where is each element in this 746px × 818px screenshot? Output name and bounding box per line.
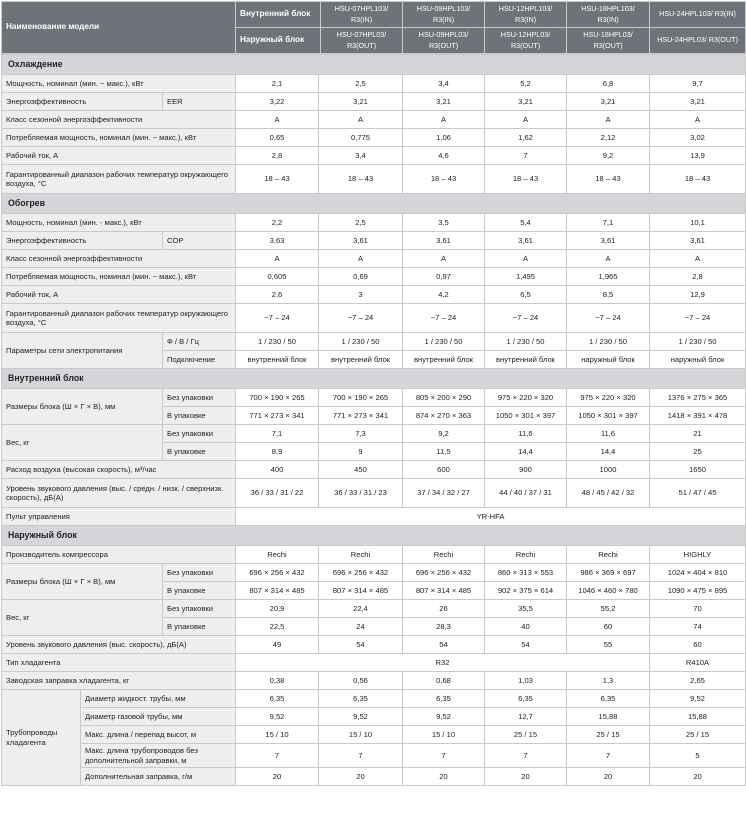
value-cell: 25 / 15 — [485, 726, 567, 744]
value-cell: A — [403, 250, 485, 268]
value-cell: 1 / 230 / 50 — [567, 333, 650, 351]
value-cell: 6,35 — [319, 690, 403, 708]
value-cell: 1 / 230 / 50 — [485, 333, 567, 351]
row-label: Энергоэффективность — [2, 232, 163, 250]
section-header-row — [2, 55, 746, 75]
indoor-model: HSU-09HPL103/ R3(IN) — [403, 2, 485, 28]
value-cell: 860 × 313 × 553 — [485, 564, 567, 582]
value-cell: 0,56 — [319, 672, 403, 690]
row-label: Вес, кг — [2, 425, 163, 461]
value-cell: 450 — [319, 461, 403, 479]
spec-row — [2, 75, 746, 93]
section-title: Обогрев — [2, 194, 746, 214]
value-cell: 1000 — [567, 461, 650, 479]
section-header-row — [2, 194, 746, 214]
spec-row — [2, 111, 746, 129]
value-cell: 1024 × 404 × 810 — [650, 564, 746, 582]
row-sublabel: В упаковке — [163, 582, 236, 600]
row-label: Параметры сети электропитания — [2, 333, 163, 369]
value-cell: 44 / 40 / 37 / 31 — [485, 479, 567, 508]
spec-row — [2, 93, 746, 111]
value-cell: 1,03 — [485, 672, 567, 690]
value-cell: A — [567, 111, 650, 129]
value-cell: 11,6 — [485, 425, 567, 443]
row-sublabel: В упаковке — [163, 407, 236, 425]
outdoor-model: HSU-09HPL03/ R3(OUT) — [403, 28, 485, 54]
outdoor-unit-label: Наружный блок — [236, 28, 321, 54]
spec-row — [2, 479, 746, 508]
value-cell: 28,3 — [403, 618, 485, 636]
value-cell: 2,65 — [650, 672, 746, 690]
value-cell: 1376 × 275 × 365 — [650, 389, 746, 407]
row-sublabel: Диаметр газовой трубы, мм — [81, 708, 236, 726]
outdoor-model: HSU-24HPL03/ R3(OUT) — [650, 28, 746, 54]
spec-row — [2, 461, 746, 479]
value-cell: 696 × 256 × 432 — [403, 564, 485, 582]
value-cell: 13,9 — [650, 147, 746, 165]
row-label: Рабочий ток, А — [2, 147, 236, 165]
value-cell: A — [236, 250, 319, 268]
row-label: Трубопроводы хладагента — [2, 690, 81, 786]
row-label: Рабочий ток, А — [2, 286, 236, 304]
row-sublabel: В упаковке — [163, 618, 236, 636]
value-cell: A — [650, 111, 746, 129]
value-cell: 0,68 — [403, 672, 485, 690]
value-cell: 55,2 — [567, 600, 650, 618]
spec-row — [2, 165, 746, 194]
value-cell: 700 × 190 × 265 — [236, 389, 319, 407]
value-cell: 3,22 — [236, 93, 319, 111]
header-row-indoor — [2, 2, 746, 28]
spec-row — [2, 564, 746, 582]
value-cell: A — [485, 111, 567, 129]
value-cell: 9,52 — [403, 708, 485, 726]
value-cell: 3,61 — [319, 232, 403, 250]
value-cell: 900 — [485, 461, 567, 479]
value-cell: 3,61 — [650, 232, 746, 250]
spec-row — [2, 672, 746, 690]
row-label: Пульт управления — [2, 508, 236, 526]
spec-row — [2, 304, 746, 333]
section-header-row — [2, 526, 746, 546]
value-cell: 25 / 15 — [650, 726, 746, 744]
value-cell: 22,5 — [236, 618, 319, 636]
value-cell: 700 × 190 × 265 — [319, 389, 403, 407]
value-cell: 807 × 314 × 485 — [319, 582, 403, 600]
value-cell: −7 – 24 — [236, 304, 319, 333]
row-label: Уровень звукового давления (выс. / средн. / низк. / сверхнизк. скорость), дБ(А) — [2, 479, 236, 508]
value-cell: 400 — [236, 461, 319, 479]
indoor-model: HSU-07HPL103/ R3(IN) — [321, 2, 403, 28]
value-cell: 25 / 15 — [567, 726, 650, 744]
value-cell: R32 — [236, 654, 650, 672]
value-cell: 15 / 10 — [236, 726, 319, 744]
value-cell: 18 – 43 — [403, 165, 485, 194]
row-label: Класс сезонной энергоэффективности — [2, 250, 236, 268]
spec-row — [2, 232, 746, 250]
value-cell: 807 × 314 × 485 — [403, 582, 485, 600]
row-sublabel: Диаметр жидкост. трубы, мм — [81, 690, 236, 708]
value-cell: 1050 × 301 × 397 — [567, 407, 650, 425]
section-title: Внутренний блок — [2, 369, 746, 389]
value-cell: 2,12 — [567, 129, 650, 147]
spec-row — [2, 147, 746, 165]
value-cell: 696 × 256 × 432 — [236, 564, 319, 582]
value-cell: −7 – 24 — [650, 304, 746, 333]
value-cell: 9,2 — [403, 425, 485, 443]
value-cell: R410A — [650, 654, 746, 672]
value-cell: −7 – 24 — [403, 304, 485, 333]
value-cell: 60 — [567, 618, 650, 636]
value-cell: 3,4 — [403, 75, 485, 93]
value-cell: 54 — [485, 636, 567, 654]
value-cell: 20 — [403, 768, 485, 786]
value-cell: 1 / 230 / 50 — [650, 333, 746, 351]
value-cell: 3,02 — [650, 129, 746, 147]
spec-row — [2, 768, 746, 786]
indoor-model: HSU-18HPL103/ R3(IN) — [567, 2, 650, 28]
value-cell: 1,06 — [403, 129, 485, 147]
value-cell: Rechi — [236, 546, 319, 564]
row-label: Класс сезонной энергоэффективности — [2, 111, 236, 129]
value-cell: 60 — [650, 636, 746, 654]
value-cell: 5,4 — [485, 214, 567, 232]
value-cell: 7 — [485, 744, 567, 768]
row-sublabel: Без упаковки — [163, 564, 236, 582]
value-cell: внутренний блок — [319, 351, 403, 369]
value-cell: Rechi — [403, 546, 485, 564]
value-cell: 36 / 33 / 31 / 22 — [236, 479, 319, 508]
indoor-model: HSU-12HPL103/ R3(IN) — [485, 2, 567, 28]
row-label: Потребляемая мощность, номинал (мин. ~ макс.), кВт — [2, 129, 236, 147]
value-cell: 3,61 — [485, 232, 567, 250]
value-cell: 6,8 — [567, 75, 650, 93]
row-sublabel: Без упаковки — [163, 600, 236, 618]
row-label: Размеры блока (Ш × Г × В), мм — [2, 564, 163, 600]
value-cell: 3,61 — [403, 232, 485, 250]
value-cell: 0,38 — [236, 672, 319, 690]
row-label: Производитель компрессора — [2, 546, 236, 564]
row-label: Заводская заправка хладагента, кг — [2, 672, 236, 690]
value-cell: 902 × 375 × 614 — [485, 582, 567, 600]
row-label: Расход воздуха (высокая скорость), м³/час — [2, 461, 236, 479]
value-cell: 3,21 — [403, 93, 485, 111]
value-cell: 3,63 — [236, 232, 319, 250]
row-label: Мощность, номинал (мин. - макс.), кВт — [2, 214, 236, 232]
value-cell: 2,8 — [236, 147, 319, 165]
value-cell: 600 — [403, 461, 485, 479]
value-cell: 696 × 256 × 432 — [319, 564, 403, 582]
value-cell: 35,5 — [485, 600, 567, 618]
spec-row — [2, 654, 746, 672]
value-cell: 15 / 10 — [319, 726, 403, 744]
value-cell: −7 – 24 — [485, 304, 567, 333]
outdoor-model: HSU-12HPL03/ R3(OUT) — [485, 28, 567, 54]
value-cell: 54 — [403, 636, 485, 654]
value-cell: 20 — [485, 768, 567, 786]
value-cell: 51 / 47 / 45 — [650, 479, 746, 508]
value-cell: 9,52 — [236, 708, 319, 726]
value-cell: 15,88 — [650, 708, 746, 726]
value-cell: 14,4 — [567, 443, 650, 461]
value-cell: 8,9 — [236, 443, 319, 461]
value-cell: 9,7 — [650, 75, 746, 93]
row-sublabel: Макс. длина трубопроводов без дополнительной заправки, м — [81, 744, 236, 768]
value-cell: 1,3 — [567, 672, 650, 690]
value-cell: 2,8 — [650, 268, 746, 286]
value-cell: 2,2 — [236, 214, 319, 232]
section-title: Охлаждение — [2, 55, 746, 75]
value-cell: 7,3 — [319, 425, 403, 443]
value-cell: 975 × 220 × 320 — [567, 389, 650, 407]
spec-row — [2, 744, 746, 768]
row-label: Тип хладагента — [2, 654, 236, 672]
spec-row — [2, 600, 746, 618]
value-cell: 18 – 43 — [650, 165, 746, 194]
spec-row — [2, 129, 746, 147]
value-cell: 9,52 — [319, 708, 403, 726]
value-cell: 1,495 — [485, 268, 567, 286]
value-cell: наружный блок — [567, 351, 650, 369]
value-cell: 1046 × 460 × 780 — [567, 582, 650, 600]
value-cell: 807 × 314 × 485 — [236, 582, 319, 600]
value-cell: 1 / 230 / 50 — [403, 333, 485, 351]
value-cell: 8,5 — [567, 286, 650, 304]
value-cell: 4,6 — [403, 147, 485, 165]
value-cell: HIGHLY — [650, 546, 746, 564]
value-cell: 74 — [650, 618, 746, 636]
value-cell: 0,605 — [236, 268, 319, 286]
value-cell: 70 — [650, 600, 746, 618]
value-cell: 2,5 — [319, 75, 403, 93]
value-cell: 10,1 — [650, 214, 746, 232]
value-cell: 0,65 — [236, 129, 319, 147]
section-title: Наружный блок — [2, 526, 746, 546]
row-sublabel: Без упаковки — [163, 389, 236, 407]
spec-row — [2, 425, 746, 443]
row-sublabel: Без упаковки — [163, 425, 236, 443]
value-cell: 20 — [236, 768, 319, 786]
value-cell: 5,2 — [485, 75, 567, 93]
value-cell: A — [319, 111, 403, 129]
row-sublabel: В упаковке — [163, 443, 236, 461]
value-cell: 6,35 — [485, 690, 567, 708]
value-cell: Rechi — [319, 546, 403, 564]
value-cell: 975 × 220 × 320 — [485, 389, 567, 407]
spec-row — [2, 250, 746, 268]
value-cell: внутренний блок — [236, 351, 319, 369]
value-cell: A — [650, 250, 746, 268]
model-name-label: Наименование модели — [2, 2, 236, 54]
value-cell: −7 – 24 — [567, 304, 650, 333]
row-label: Энергоэффективность — [2, 93, 163, 111]
value-cell: A — [403, 111, 485, 129]
value-cell: 37 / 34 / 32 / 27 — [403, 479, 485, 508]
value-cell: 7 — [319, 744, 403, 768]
value-cell: 0,97 — [403, 268, 485, 286]
value-cell: 1,62 — [485, 129, 567, 147]
value-cell: 7 — [485, 147, 567, 165]
value-cell: 6,35 — [403, 690, 485, 708]
value-cell: 14,4 — [485, 443, 567, 461]
row-label: Гарантированный диапазон рабочих температур окружающего воздуха, °C — [2, 165, 236, 194]
value-cell: 7,1 — [236, 425, 319, 443]
value-cell: 20 — [650, 768, 746, 786]
value-cell: 1,965 — [567, 268, 650, 286]
value-cell: 3,21 — [485, 93, 567, 111]
value-cell: 15,88 — [567, 708, 650, 726]
value-cell: 12,7 — [485, 708, 567, 726]
value-cell: 7 — [236, 744, 319, 768]
value-cell: A — [236, 111, 319, 129]
row-sublabel: Ф / В / Гц — [163, 333, 236, 351]
value-cell: 5 — [650, 744, 746, 768]
value-cell: 20 — [319, 768, 403, 786]
value-cell: 2,1 — [236, 75, 319, 93]
value-cell: 48 / 45 / 42 / 32 — [567, 479, 650, 508]
spec-row — [2, 508, 746, 526]
value-cell: 0,69 — [319, 268, 403, 286]
value-cell: Rechi — [567, 546, 650, 564]
spec-row — [2, 708, 746, 726]
value-cell: 9 — [319, 443, 403, 461]
value-cell: 18 – 43 — [236, 165, 319, 194]
value-cell: YR-HFA — [236, 508, 746, 526]
spec-row — [2, 690, 746, 708]
value-cell: 0,775 — [319, 129, 403, 147]
row-label: Потребляемая мощность, номинал (мин. ~ макс.), кВт — [2, 268, 236, 286]
value-cell: 49 — [236, 636, 319, 654]
section-header-row — [2, 369, 746, 389]
value-cell: A — [319, 250, 403, 268]
row-sublabel: EER — [163, 93, 236, 111]
value-cell: 21 — [650, 425, 746, 443]
value-cell: 3 — [319, 286, 403, 304]
value-cell: 986 × 369 × 697 — [567, 564, 650, 582]
row-sublabel: COP — [163, 232, 236, 250]
spec-row — [2, 286, 746, 304]
value-cell: 3,61 — [567, 232, 650, 250]
value-cell: 1 / 230 / 50 — [319, 333, 403, 351]
value-cell: 3,4 — [319, 147, 403, 165]
specifications-table — [1, 1, 746, 54]
value-cell: Rechi — [485, 546, 567, 564]
value-cell: 6,35 — [567, 690, 650, 708]
value-cell: 54 — [319, 636, 403, 654]
value-cell: 1650 — [650, 461, 746, 479]
value-cell: 6,35 — [236, 690, 319, 708]
value-cell: 18 – 43 — [485, 165, 567, 194]
value-cell: 3,21 — [319, 93, 403, 111]
spec-row — [2, 726, 746, 744]
value-cell: 12,9 — [650, 286, 746, 304]
value-cell: 7 — [403, 744, 485, 768]
value-cell: 771 × 273 × 341 — [236, 407, 319, 425]
value-cell: A — [485, 250, 567, 268]
spec-row — [2, 389, 746, 407]
value-cell: 874 × 270 × 363 — [403, 407, 485, 425]
value-cell: 25 — [650, 443, 746, 461]
value-cell: 3,21 — [567, 93, 650, 111]
spec-row — [2, 268, 746, 286]
value-cell: 26 — [403, 600, 485, 618]
value-cell: 6,5 — [485, 286, 567, 304]
value-cell: 805 × 200 × 290 — [403, 389, 485, 407]
spec-row — [2, 214, 746, 232]
value-cell: 24 — [319, 618, 403, 636]
value-cell: 1 / 230 / 50 — [236, 333, 319, 351]
value-cell: 22,4 — [319, 600, 403, 618]
value-cell: внутренний блок — [485, 351, 567, 369]
outdoor-model: HSU-18HPL03/ R3(OUT) — [567, 28, 650, 54]
value-cell: −7 – 24 — [319, 304, 403, 333]
row-sublabel: Макс. длина / перепад высот, м — [81, 726, 236, 744]
indoor-unit-label: Внутренний блок — [236, 2, 321, 28]
value-cell: 40 — [485, 618, 567, 636]
value-cell: 771 × 273 × 341 — [319, 407, 403, 425]
spec-row — [2, 546, 746, 564]
value-cell: наружный блок — [650, 351, 746, 369]
value-cell: 9,52 — [650, 690, 746, 708]
value-cell: 3,5 — [403, 214, 485, 232]
value-cell: 18 – 43 — [319, 165, 403, 194]
row-label: Уровень звукового давления (выс. скорость), дБ(А) — [2, 636, 236, 654]
value-cell: 7,1 — [567, 214, 650, 232]
row-label: Размеры блока (Ш × Г × В), мм — [2, 389, 163, 425]
outdoor-model: HSU-07HPL03/ R3(OUT) — [321, 28, 403, 54]
row-sublabel: Дополнительная заправка, г/м — [81, 768, 236, 786]
value-cell: 1418 × 391 × 478 — [650, 407, 746, 425]
value-cell: 9,2 — [567, 147, 650, 165]
value-cell: 20,9 — [236, 600, 319, 618]
specifications-body — [1, 54, 746, 786]
value-cell: 4,2 — [403, 286, 485, 304]
value-cell: 2,6 — [236, 286, 319, 304]
row-label: Мощность, номинал (мин. ~ макс.), кВт — [2, 75, 236, 93]
value-cell: 2,5 — [319, 214, 403, 232]
value-cell: 15 / 10 — [403, 726, 485, 744]
row-sublabel: Подключение — [163, 351, 236, 369]
value-cell: 11,6 — [567, 425, 650, 443]
value-cell: 3,21 — [650, 93, 746, 111]
value-cell: 36 / 33 / 31 / 23 — [319, 479, 403, 508]
spec-row — [2, 333, 746, 351]
value-cell: 55 — [567, 636, 650, 654]
value-cell: A — [567, 250, 650, 268]
row-label: Гарантированный диапазон рабочих температур окружающего воздуха, °C — [2, 304, 236, 333]
value-cell: 7 — [567, 744, 650, 768]
value-cell: 11,5 — [403, 443, 485, 461]
value-cell: внутренний блок — [403, 351, 485, 369]
value-cell: 20 — [567, 768, 650, 786]
spec-row — [2, 636, 746, 654]
row-label: Вес, кг — [2, 600, 163, 636]
value-cell: 1050 × 301 × 397 — [485, 407, 567, 425]
value-cell: 18 – 43 — [567, 165, 650, 194]
indoor-model: HSU-24HPL103/ R3(IN) — [650, 2, 746, 28]
value-cell: 1090 × 475 × 895 — [650, 582, 746, 600]
